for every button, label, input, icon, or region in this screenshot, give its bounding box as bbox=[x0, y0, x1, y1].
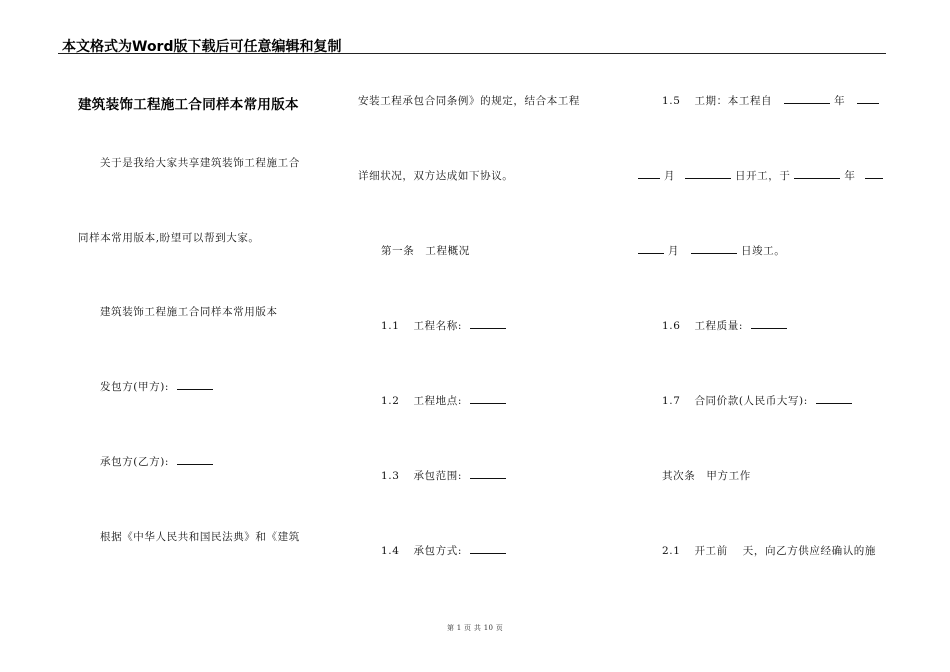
item-1-7-number: 1.7 bbox=[662, 395, 681, 407]
item-1-7 bbox=[662, 393, 852, 408]
party-b-field bbox=[100, 454, 213, 469]
item-1-6-number: 1.6 bbox=[662, 320, 681, 332]
contract-name: 建筑装饰工程施工合同样本常用版本 bbox=[100, 306, 278, 318]
start-year-label: 年 bbox=[834, 95, 846, 107]
completion-line bbox=[638, 243, 785, 258]
end-year-label: 年 bbox=[844, 170, 856, 182]
item-1-1 bbox=[381, 318, 506, 333]
item-1-4-label: 承包方式: bbox=[413, 545, 462, 557]
end-day-blank bbox=[691, 243, 737, 254]
page-footer: 第 1 页 共 10 页 bbox=[446, 624, 504, 632]
item-1-1-label: 工程名称: bbox=[413, 320, 462, 332]
end-month-blank bbox=[865, 168, 883, 179]
article-2-heading: 其次条 甲方工作 bbox=[662, 470, 751, 482]
party-a-blank bbox=[177, 379, 213, 390]
item-1-4-number: 1.4 bbox=[381, 545, 400, 557]
basis-continued: 安装工程承包合同条例》的规定，结合本工程 bbox=[358, 95, 580, 107]
item-1-2-blank bbox=[470, 393, 506, 404]
item-1-4-blank bbox=[470, 543, 506, 554]
document-title: 建筑装饰工程施工合同样本常用版本 bbox=[78, 97, 299, 113]
item-1-1-blank bbox=[470, 318, 506, 329]
item-1-7-label: 合同价款(人民币大写): bbox=[694, 395, 808, 407]
completion-text: 日竣工。 bbox=[740, 245, 786, 257]
end-year-blank bbox=[794, 168, 840, 179]
item-1-7-blank bbox=[816, 393, 852, 404]
header-rule bbox=[58, 53, 886, 54]
item-1-2 bbox=[381, 393, 506, 408]
item-2-1-text: 开工前 天，向乙方供应经确认的施 bbox=[694, 545, 876, 557]
start-day-blank bbox=[784, 93, 830, 104]
item-2-1 bbox=[662, 543, 876, 558]
item-1-5-label: 工期：本工程自 bbox=[694, 95, 773, 107]
item-1-6 bbox=[662, 318, 787, 333]
item-1-4 bbox=[381, 543, 506, 558]
intro-line-1: 关于是我给大家共享建筑装饰工程施工合 bbox=[100, 157, 300, 169]
party-a-field bbox=[100, 379, 213, 394]
party-b-blank bbox=[177, 454, 213, 465]
start-mid-text: 日开工，于 bbox=[734, 170, 791, 182]
item-2-1-number: 2.1 bbox=[662, 545, 681, 557]
item-1-2-number: 1.2 bbox=[381, 395, 400, 407]
item-1-3 bbox=[381, 468, 506, 483]
item-1-3-number: 1.3 bbox=[381, 470, 400, 482]
item-1-1-number: 1.1 bbox=[381, 320, 400, 332]
item-1-6-blank bbox=[751, 318, 787, 329]
end-month-label: 月 bbox=[667, 245, 680, 257]
item-1-3-label: 承包范围: bbox=[413, 470, 462, 482]
item-1-3-blank bbox=[470, 468, 506, 479]
item-1-5 bbox=[662, 93, 879, 108]
party-b-label: 承包方(乙方): bbox=[100, 456, 170, 468]
item-1-6-label: 工程质量: bbox=[694, 320, 743, 332]
start-month-prefix-blank bbox=[638, 168, 660, 179]
start-month-label: 月 bbox=[663, 170, 676, 182]
start-date-blank bbox=[685, 168, 731, 179]
page-header: 本文格式为Word版下载后可任意编辑和复制 bbox=[62, 39, 342, 55]
end-month-prefix-blank bbox=[638, 243, 664, 254]
intro-line-2: 同样本常用版本,盼望可以帮到大家。 bbox=[78, 232, 260, 244]
party-a-label: 发包方(甲方): bbox=[100, 381, 170, 393]
start-month-blank bbox=[857, 93, 879, 104]
article-1-heading: 第一条 工程概况 bbox=[381, 245, 470, 257]
item-1-2-label: 工程地点: bbox=[413, 395, 462, 407]
basis-line: 根据《中华人民共和国民法典》和《建筑 bbox=[100, 531, 300, 543]
start-end-line bbox=[638, 168, 883, 183]
item-1-5-number: 1.5 bbox=[662, 95, 681, 107]
basis-end: 详细状况，双方达成如下协议。 bbox=[358, 170, 514, 182]
